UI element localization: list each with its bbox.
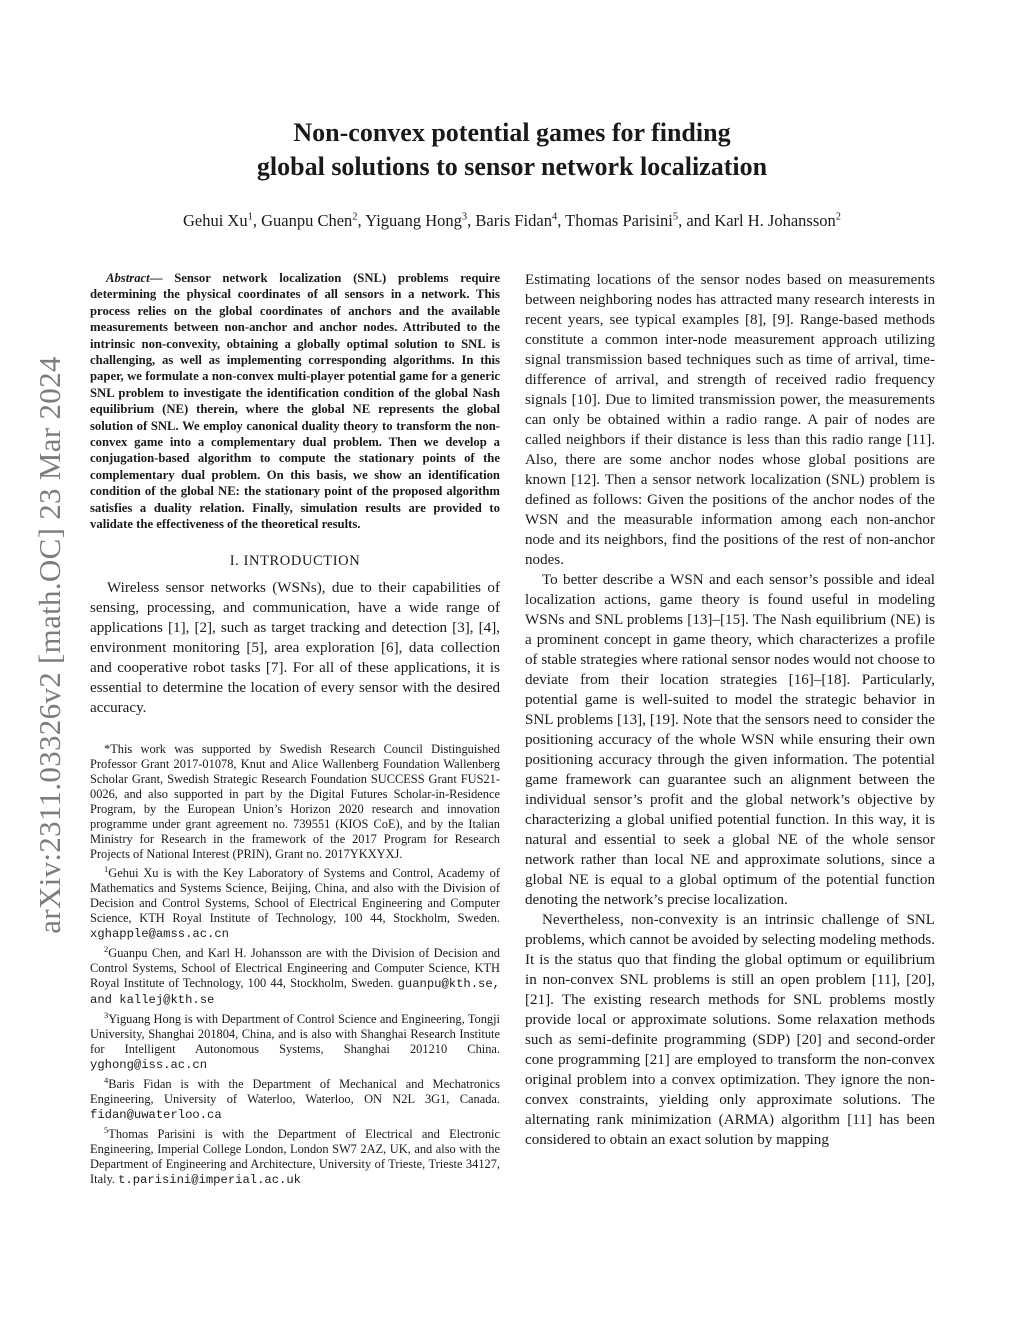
left-column [90,270,500,1188]
author: Baris Fidan$^4$, [475,211,566,230]
footnote: $^1$Gehui Xu is with the Key Laboratory of Systems and Control, Academy of Mathematics and Systems Science, Beijing, China, and also with the Division of Decision and Control Systems, School of Electrical Engineering and Computer Science, KTH Royal Institute of Technology, 100 44, Stockholm, Sweden. xghapple@amss.ac.cn [90,863,500,941]
footnote: $^4$Baris Fidan is with the Department of Mechanical and Mechatronics Engineering, University of Waterloo, Waterloo, ON N2L 3G1, Canada. fidan@uwaterloo.ca [90,1075,500,1123]
footnote: *This work was supported by Swedish Research Council Distinguished Professor Grant 2017-01078, Knut and Alice Wallenberg Foundation Wallenberg Scholar Grant, Swedish Strategic Research Foundation SUCCESS Grant FUS21-0026, and also supported in part by the Digital Futures Scholar-in-Residence Program, by the European Union’s Horizon 2020 research and innovation programme under grant agreement no. 739551 (KIOS CoE), and by the Italian Ministry for Research in the framework of the 2017 Program for Research Projects of National Interest (PRIN), Grant no. 2017YKXYXJ. [90,741,500,861]
body-paragraph: To better describe a WSN and each sensor’s possible and ideal localization actions, game theory is found useful in modeling WSNs and SNL problems [13]–[15]. The Nash equilibrium (NE) is a prominent concept in game theory, which characterizes a profile of stable strategies where rational sensor nodes would not choose to deviate from their location strategies [16]–[18]. Particularly, potential game is well-suited to model the strategic behavior in SNL problems [13], [19]. Note that the sensors need to consider the positioning accuracy of the whole WSN while ensuring their own positioning accuracy through the given information. The potential game framework can guarantee such an alignment between the individual sensor’s profit and the global network’s objective by characterizing a global unified potential function. In this way, it is natural and essential to seek a global NE of the whole sensor network rather than local NE and approximate solutions, since a global NE is equal to a global optimum of the potential function denoting the network’s precise localization. [525,572,935,908]
footnote-email: yghong@iss.ac.cn [90,1058,208,1072]
body-paragraph: Estimating locations of the sensor nodes based on measurements between neighboring nodes has attracted many research interests in recent years, see typical examples [8], [9]. Range-based methods constitute a common inter-node measurement approach utilizing signal transmission based techniques such as time of arrival, time-difference of arrival, and strength of received radio frequency signals [10]. Due to limited transmission power, the measurements can only be obtained within a radio range. A pair of nodes are called neighbors if their distance is less than this radio range [11]. Also, there are some anchor nodes whose global positions are known [12]. Then a sensor network localization (SNL) problem is defined as follows: Given the positions of the anchor nodes of the WSN and the measurable information among each non-anchor node and its neighbors, find the positions of the rest of non-anchor nodes. [525,272,935,568]
author: Thomas Parisini$^5$, and [565,211,715,230]
section-heading-introduction: I. INTRODUCTION [229,552,361,569]
intro-paragraph: Wireless sensor networks (WSNs), due to their capabilities of sensing, processing, and communication, have a wide range of applications [1], [2], such as target tracking and detection [3], [4], environment monitoring [5], area exploration [6], data collection and cooperative robot tasks [7]. For all of these applications, it is essential to determine the location of every sensor with the desired accuracy. [90,579,500,716]
footnote: $^3$Yiguang Hong is with Department of Control Science and Engineering, Tongji University, Shanghai 201804, China, and is also with Shanghai Research Institute for Intelligent Autonomous Systems, Shanghai 201210 China. yghong@iss.ac.cn [90,1009,500,1072]
footnotes [90,738,500,1189]
footnote-email: t.parisini@imperial.ac.uk [118,1173,301,1188]
footnote-email: xghapple@amss.ac.cn [90,926,229,941]
footnote-email: guanpu@kth.se, and kallej@kth.se [90,976,500,1007]
arxiv-stamp [34,320,66,970]
title-line-2: global solutions to sensor network localization [256,152,768,181]
title-line-1: Non-convex potential games for finding [293,118,731,147]
abstract: Abstract— Sensor network localization (SNL) problems require determining the physical coordinates of all sensors in a network. This process relies on the global coordinates of anchors and the available measurements between non-anchor and anchor nodes. Attributed to the intrinsic non-convexity, obtaining a globally optimal solution to SNL is challenging, as well as implementing corresponding algorithms. In this paper, we formulate a non-convex multi-player potential game for a generic SNL problem to investigate the identification condition of the global Nash equilibrium (NE) therein, where the global NE represents the global solution of SNL. We employ canonical duality theory to transform the non-convex game into a complementary dual problem. Then we develop a conjugation-based algorithm to compute the stationary points of the complementary dual problem. On this basis, we show an identification condition of the global NE: the stationary point of the proposed algorithm satisfies a duality relation. Finally, simulation results are provided to validate the effectiveness of the theoretical results. [90,271,500,532]
author: Guanpu Chen$^2$, [261,211,366,230]
right-column [525,270,935,1150]
author: Gehui Xu$^1$, [182,211,262,230]
paper-title [100,116,924,184]
author: Karl H. Johansson$^2$ [714,211,842,230]
arxiv-stamp-text: arXiv:2311.03326v2 [math.OC] 23 Mar 2024 [32,356,67,934]
abstract-label: Abstract [106,271,150,285]
author: Yiguang Hong$^3$, [365,211,476,230]
body-paragraph: Nevertheless, non-convexity is an intrinsic challenge of SNL problems, which cannot be avoided by selecting modeling methods. It is the status quo that finding the global optimum or equilibrium in non-convex SNL problems is still an open problem [11], [20], [21]. The existing research methods for SNL problems mostly provide local or approximate solutions. Some relaxation methods such as semi-definite programming (SDP) [20] and second-order cone programming [21] are employed to transform the non-convex original problem into a convex optimization. They ignore the non-convex constraints, yielding only approximate solutions. The alternating rank minimization (ARMA) algorithm [11] has been considered to obtain an exact solution by mapping [525,912,935,1148]
footnote: $^5$Thomas Parisini is with the Department of Electrical and Electronic Engineering, Imperial College London, London SW7 2AZ, UK, and also with the Department of Engineering and Architecture, University of Trieste, Trieste 34127, Italy. t.parisini@imperial.ac.uk [90,1125,500,1188]
author-list [60,211,964,231]
abstract-text: Sensor network localization (SNL) problems require determining the physical coordinates of all sensors in a network. This process relies on the global coordinates of anchors and the available measurements between non-anchor and anchor nodes. Attributed to the intrinsic non-convexity, obtaining a globally optimal solution to SNL is challenging, as well as implementing corresponding algorithms. In this paper, we formulate a non-convex multi-player potential game for a generic SNL problem to investigate the identification condition of the global Nash equilibrium (NE) therein, where the global NE represents the global solution of SNL. We employ canonical duality theory to transform the non-convex game into a complementary dual problem. Then we develop a conjugation-based algorithm to compute the stationary points of the complementary dual problem. On this basis, we show an identification condition of the global NE: the stationary point of the proposed algorithm satisfies a duality relation. Finally, simulation results are provided to validate the effectiveness of the theoretical results. [90,271,500,532]
footnote: $^2$Guanpu Chen, and Karl H. Johansson are with the Division of Decision and Control Systems, School of Electrical Engineering and Computer Science, KTH Royal Institute of Technology, 100 44, Stockholm, Sweden. guanpu@kth.se, and kallej@kth.se [90,943,500,1007]
footnote-email: fidan@uwaterloo.ca [90,1108,222,1123]
